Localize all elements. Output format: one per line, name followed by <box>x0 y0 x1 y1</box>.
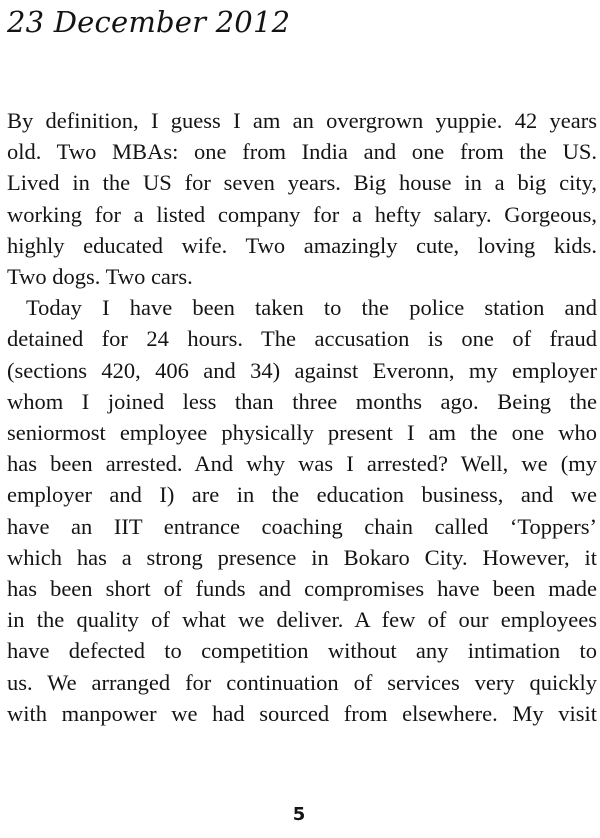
date-heading: 23 December 2012 <box>7 5 291 39</box>
body-text <box>7 105 597 729</box>
text-line: have an IIT entrance coaching chain called ‘Toppers’ <box>7 513 597 539</box>
text-line: have defected to competition without any intimation to <box>7 638 597 664</box>
text-line: Today I have been taken to the police station and <box>26 295 597 321</box>
text-line: working for a listed company for a hefty salary. Gorgeous, <box>7 201 597 227</box>
paragraph-2 <box>7 292 597 729</box>
paragraph-1 <box>7 105 597 292</box>
text-line: Two dogs. Two cars. <box>7 264 193 290</box>
text-line: with manpower we had sourced from elsewhere. My visit <box>7 700 597 726</box>
text-line: has been arrested. And why was I arrested? Well, we (my <box>7 451 597 477</box>
text-line: highly educated wife. Two amazingly cute, loving kids. <box>7 232 597 258</box>
text-line: us. We arranged for continuation of services very quickly <box>7 669 597 695</box>
text-line: in the quality of what we deliver. A few of our employees <box>7 607 597 633</box>
text-line: (sections 420, 406 and 34) against Everonn, my employer <box>7 357 597 383</box>
text-line: which has a strong presence in Bokaro City. However, it <box>7 544 597 570</box>
text-line: old. Two MBAs: one from India and one from the US. <box>7 139 597 165</box>
text-line: By definition, I guess I am an overgrown yuppie. 42 years <box>7 108 597 133</box>
text-line: employer and I) are in the education business, and we <box>7 482 597 508</box>
page-number: 5 <box>292 804 306 825</box>
text-line: whom I joined less than three months ago. Being the <box>7 388 597 414</box>
text-line: has been short of funds and compromises have been made <box>7 576 597 602</box>
text-line: detained for 24 hours. The accusation is one of fraud <box>7 326 597 352</box>
text-line: Lived in the US for seven years. Big house in a big city, <box>7 170 597 196</box>
text-line: seniormost employee physically present I am the one who <box>7 420 597 446</box>
